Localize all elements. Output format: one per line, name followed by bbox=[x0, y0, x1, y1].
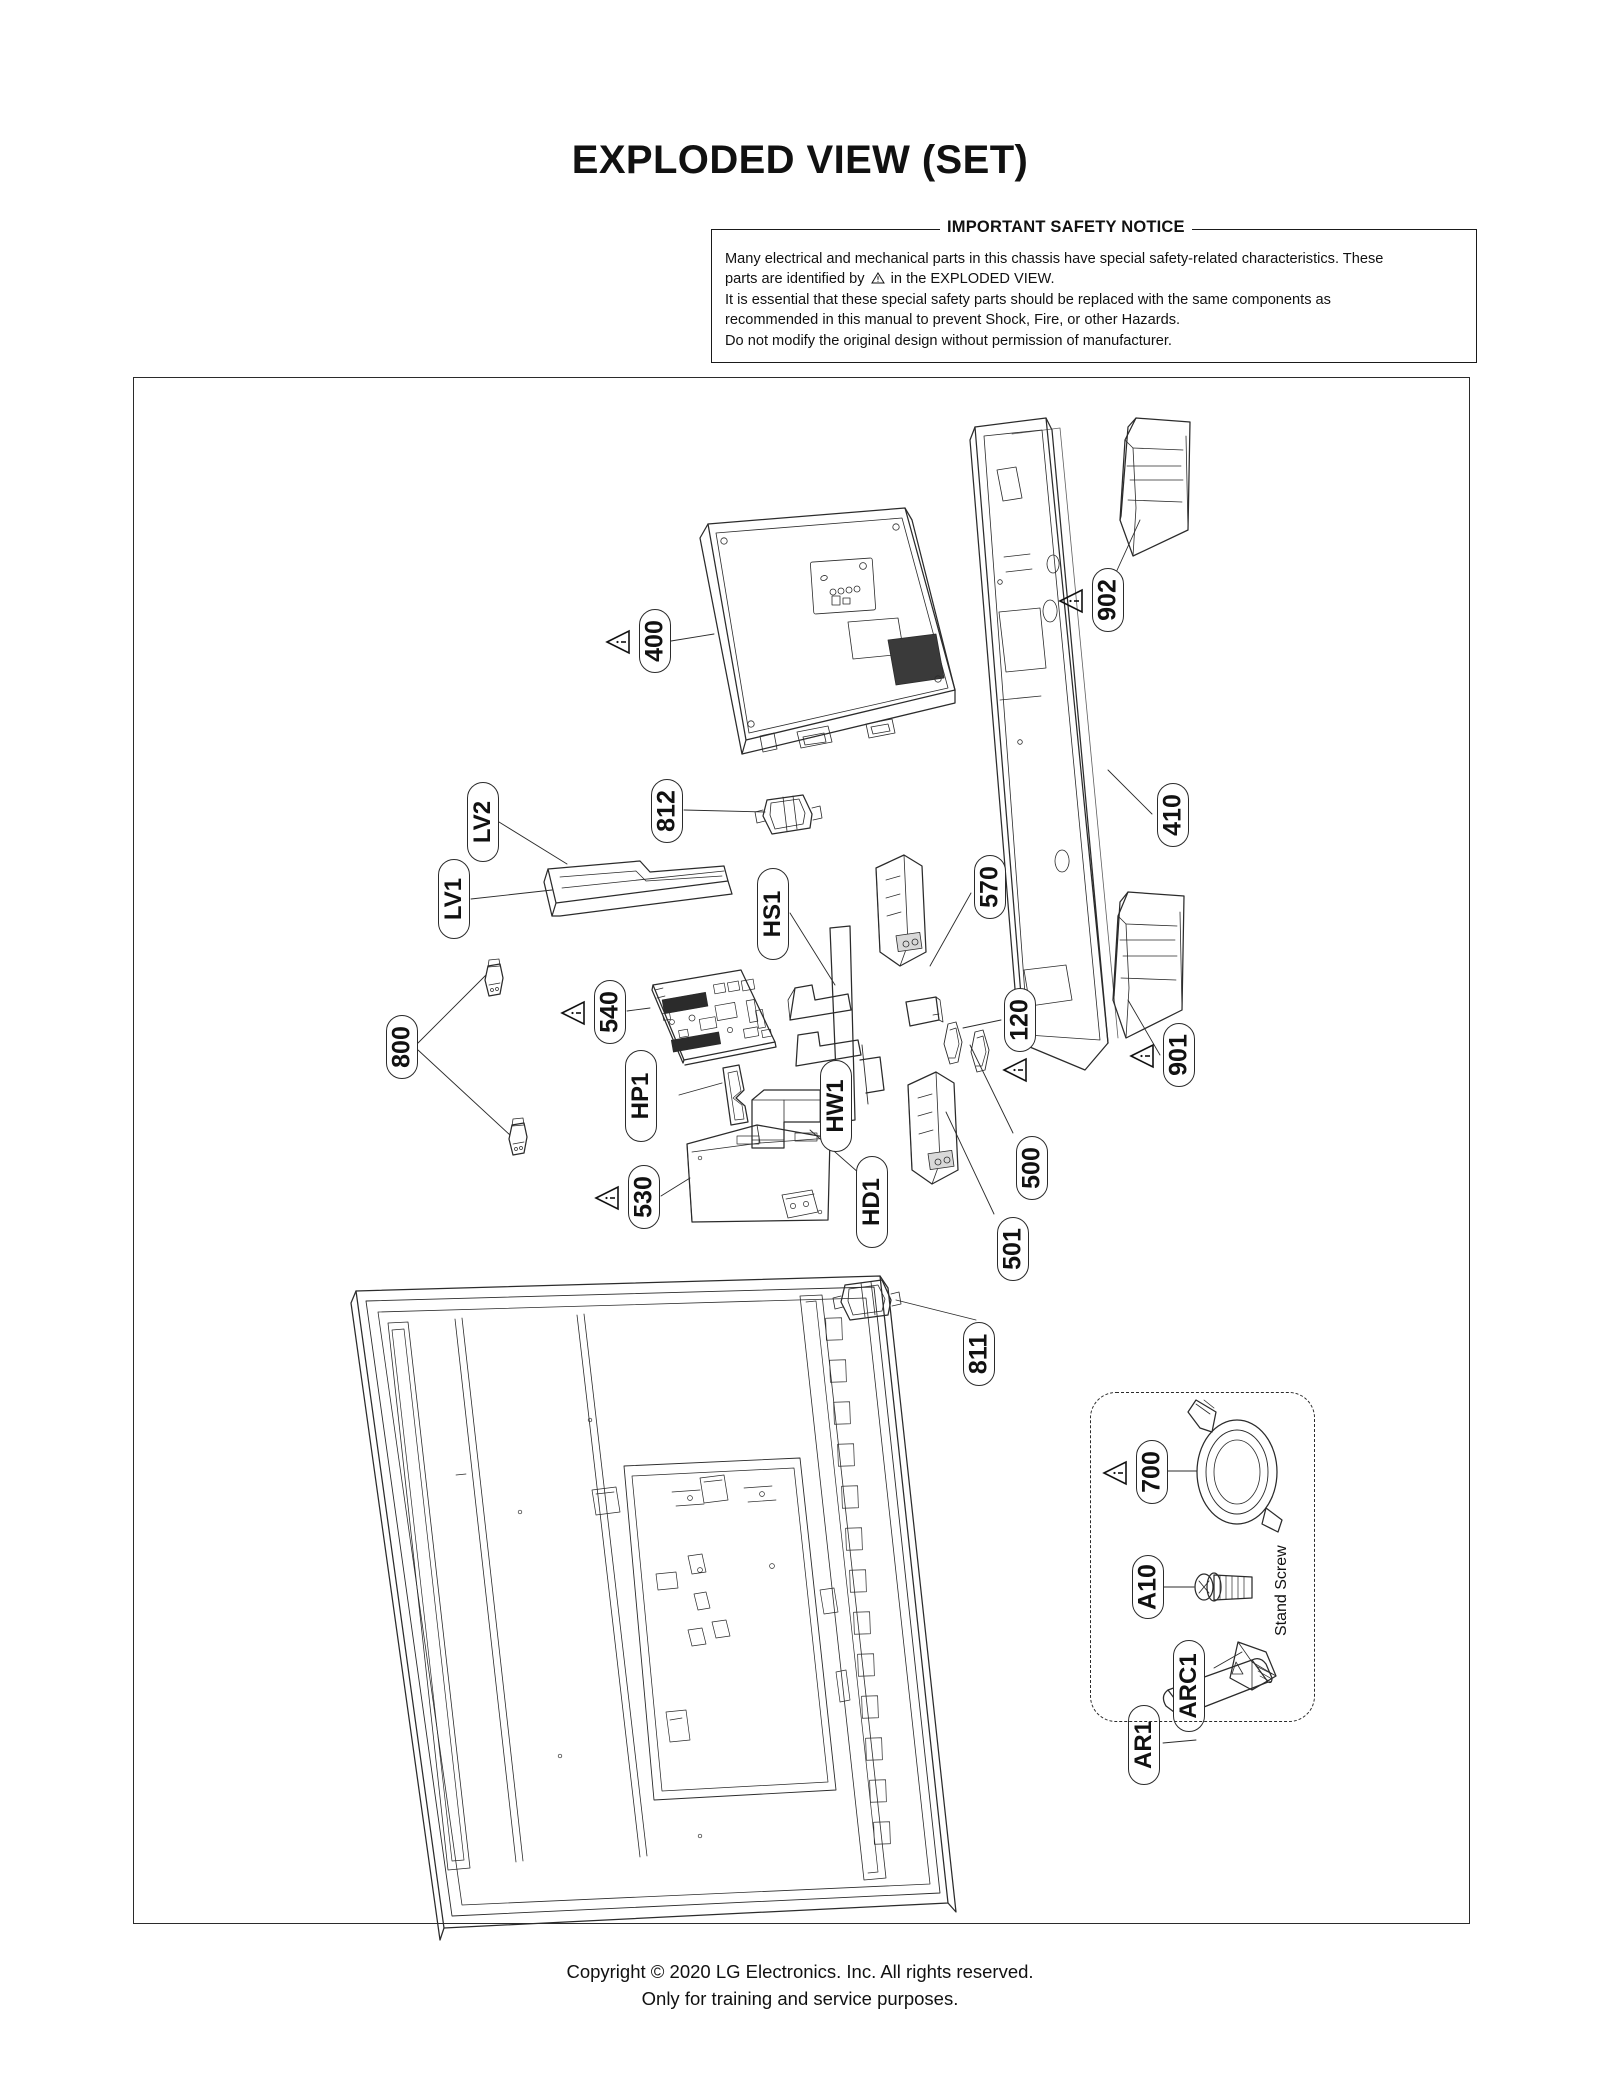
callout-hp1-pill bbox=[625, 1050, 657, 1142]
safety-triangle-540-icon bbox=[559, 1000, 589, 1026]
callout-hw1-label: HW1 bbox=[822, 1079, 849, 1133]
safety-notice-line-3: It is essential that these special safety parts should be replaced with the same components as bbox=[725, 291, 1331, 308]
part-400-back-cover bbox=[700, 508, 955, 754]
callout-902-label: 902 bbox=[1093, 579, 1122, 621]
part-500-clips bbox=[944, 1022, 989, 1072]
safety-notice-line-2-post: in the EXPLODED VIEW. bbox=[890, 271, 1055, 288]
part-812-connector bbox=[755, 795, 822, 834]
callout-hs1-label: HS1 bbox=[759, 890, 786, 938]
callout-812-pill bbox=[651, 779, 683, 843]
callout-811-label: 811 bbox=[964, 1333, 993, 1375]
callout-570-pill bbox=[974, 855, 1006, 919]
part-540-main-pcb bbox=[652, 970, 776, 1065]
callout-501-pill bbox=[997, 1217, 1029, 1281]
callout-410-label: 410 bbox=[1158, 794, 1187, 836]
part-901-stand-leg bbox=[1113, 892, 1184, 1038]
callout-arc1-label: ARC1 bbox=[1175, 1653, 1202, 1719]
copyright-line: Copyright © 2020 LG Electronics. Inc. All rights reserved. bbox=[566, 1961, 1034, 1982]
callout-120-label: 120 bbox=[1005, 999, 1034, 1041]
callout-540-label: 540 bbox=[595, 991, 624, 1033]
callout-410-pill bbox=[1157, 783, 1189, 847]
part-570-side-module bbox=[876, 855, 926, 966]
callout-812-label: 812 bbox=[652, 790, 681, 832]
callout-501-label: 501 bbox=[998, 1228, 1027, 1270]
callout-570-label: 570 bbox=[975, 866, 1004, 908]
part-410-rear-frame bbox=[970, 418, 1118, 1070]
callout-hs1-pill bbox=[757, 868, 789, 960]
callout-700-label: 700 bbox=[1137, 1451, 1166, 1493]
callout-hw1-pill bbox=[820, 1060, 852, 1152]
part-800-screws bbox=[485, 959, 527, 1155]
callout-hd1-label: HD1 bbox=[858, 1177, 885, 1227]
callout-lv2-label: LV2 bbox=[469, 800, 496, 844]
callout-hd1-pill bbox=[856, 1156, 888, 1248]
training-purpose-line: Only for training and service purposes. bbox=[641, 1988, 959, 2009]
callout-120-pill bbox=[1004, 988, 1036, 1052]
safety-triangle-120-icon bbox=[1001, 1057, 1031, 1083]
safety-triangle-400-icon bbox=[604, 629, 634, 655]
part-hp1-flex-bracket bbox=[723, 1065, 748, 1125]
page-footer bbox=[0, 1958, 1600, 2012]
part-530-shield-box bbox=[687, 1125, 830, 1222]
safety-notice-legend: IMPORTANT SAFETY NOTICE bbox=[940, 218, 1192, 237]
callout-500-label: 500 bbox=[1017, 1147, 1046, 1189]
callout-a10-label: A10 bbox=[1133, 1564, 1162, 1610]
stand-screw-annotation: Stand Screw bbox=[1273, 1545, 1290, 1636]
safety-notice-line-4: recommended in this manual to prevent Shock, Fire, or other Hazards. bbox=[725, 312, 1181, 329]
callout-400-label: 400 bbox=[640, 620, 669, 662]
callout-lv2-pill bbox=[467, 782, 499, 862]
callout-800-pill bbox=[386, 1015, 418, 1079]
part-570-small-block bbox=[906, 997, 943, 1026]
part-902-stand-leg bbox=[1120, 418, 1190, 556]
callout-530-pill bbox=[628, 1165, 660, 1229]
callout-811-pill bbox=[963, 1322, 995, 1386]
safety-triangle-902-icon bbox=[1057, 588, 1087, 614]
safety-notice-line-5: Do not modify the original design without permission of manufacturer. bbox=[725, 332, 1172, 349]
part-501-side-module bbox=[908, 1072, 958, 1184]
callout-400-pill bbox=[639, 609, 671, 673]
callout-lv1-pill bbox=[438, 859, 470, 939]
callout-lv1-label: LV1 bbox=[440, 877, 467, 921]
safety-triangle-901-icon bbox=[1128, 1043, 1158, 1069]
part-panel-assembly bbox=[351, 1276, 956, 1940]
callout-500-pill bbox=[1016, 1136, 1048, 1200]
safety-notice-line-1: Many electrical and mechanical parts in this chassis have special safety-related characteristics. These bbox=[725, 251, 1384, 267]
safety-triangle-530-icon bbox=[593, 1185, 623, 1211]
part-lv1-lv2-brackets bbox=[544, 861, 732, 916]
callout-hp1-label: HP1 bbox=[627, 1072, 654, 1120]
callout-901-pill bbox=[1163, 1023, 1195, 1087]
callout-901-label: 901 bbox=[1164, 1034, 1193, 1076]
page-title: EXPLODED VIEW (SET) bbox=[571, 138, 1029, 182]
callout-540-pill bbox=[594, 980, 626, 1044]
callout-ar1-label: AR1 bbox=[1130, 1720, 1157, 1770]
safety-notice-line-2-pre: parts are identified by bbox=[725, 271, 865, 288]
callout-902-pill bbox=[1092, 568, 1124, 632]
callout-800-label: 800 bbox=[387, 1026, 416, 1068]
callout-530-label: 530 bbox=[629, 1176, 658, 1218]
